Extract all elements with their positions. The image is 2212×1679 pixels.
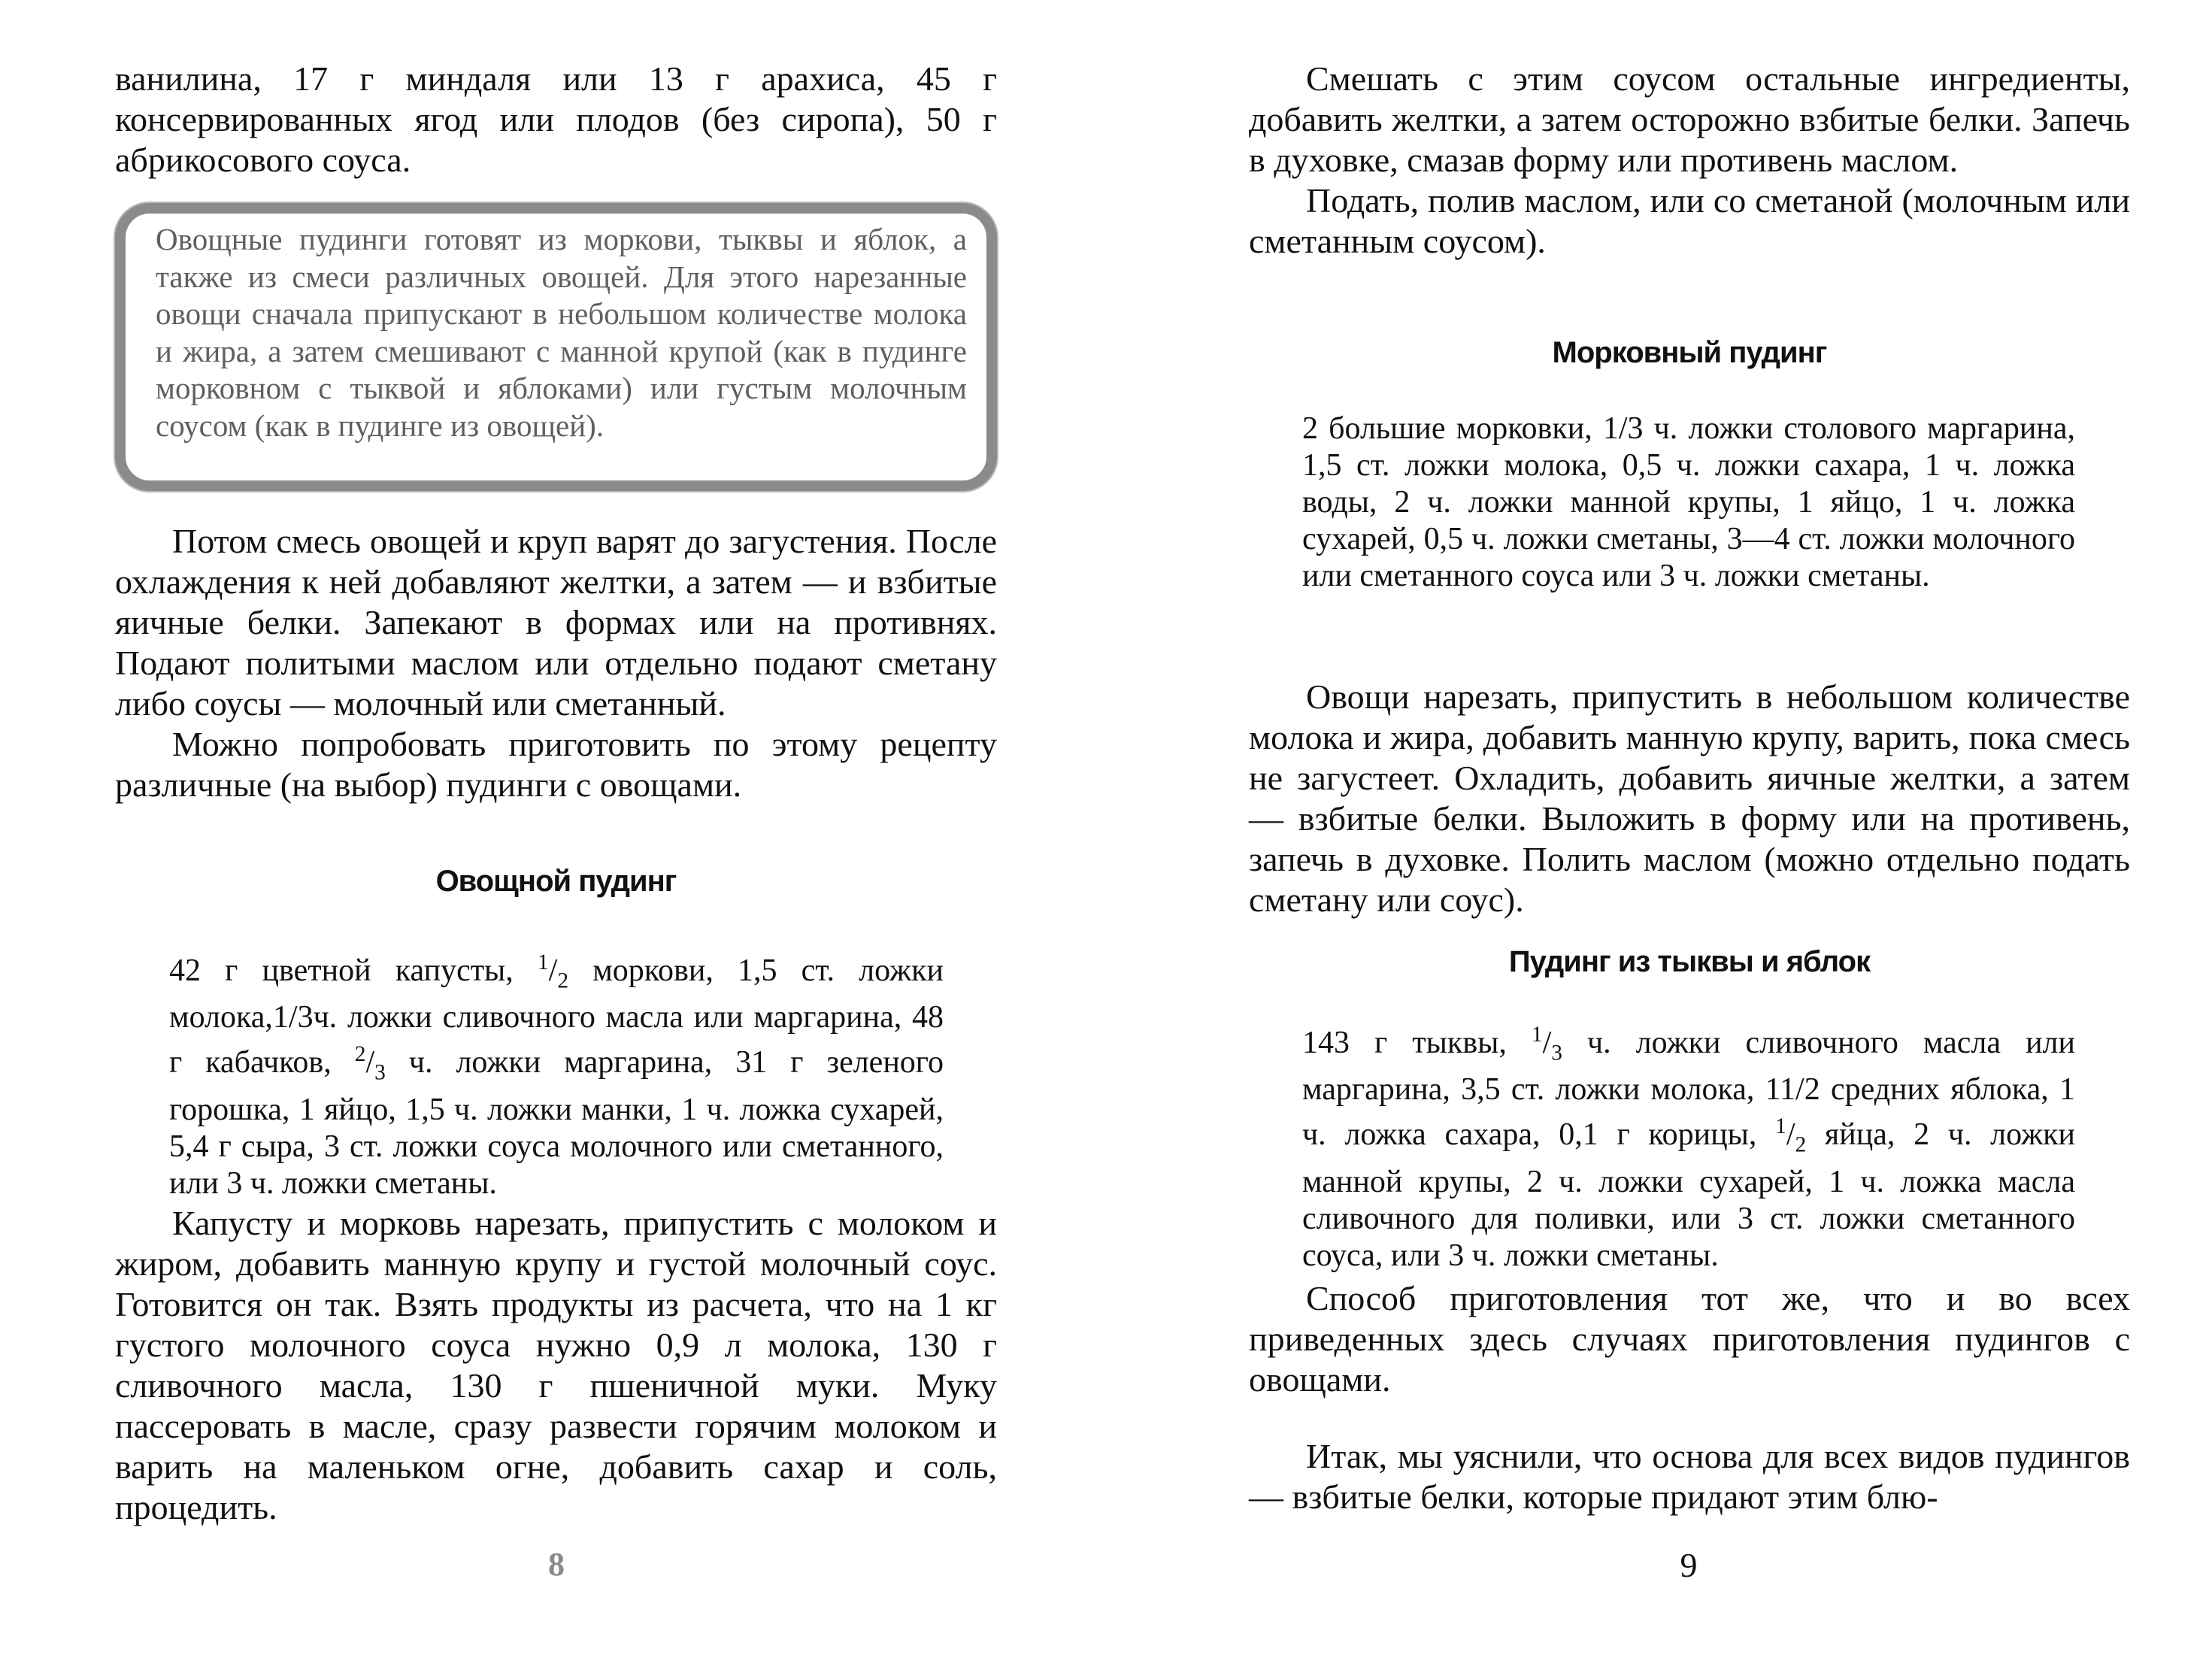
paragraph-1: Смешать с этим соусом остальные ингредиенты, добавить желтки, а затем осторожно взбитые белки. Запечь в духовке, смазав форму или противень маслом. — [1249, 59, 2130, 179]
ingredients-part-2: ч. ложки сливочного масла или маргарина, 3,5 ст. ложки молока, 11/2 средних яблока, 1 ч. ложка сахара, 0,1 г корицы, — [1302, 1026, 2075, 1153]
fraction-1-denominator: 3 — [1551, 1041, 1562, 1065]
ingredients-text — [169, 944, 944, 1202]
note-box — [115, 203, 997, 491]
ingredients-carrot-pudding — [1302, 411, 2075, 595]
left-body — [115, 521, 997, 805]
recipe-title-pumpkin-apple-pudding: Пудинг из тыквы и яблок — [1508, 945, 1871, 978]
ingredients-vegetable-pudding — [169, 944, 944, 1202]
ingredients-pumpkin-apple-pudding — [1302, 1017, 2075, 1274]
paragraph-1: Потом смесь овощей и круп варят до загустения. После охлаждения к ней добавляют желтки, а затем — и взбитые яичные белки. Запекают в формах или на противнях. Подают политыми маслом или отдельно подают сметану либо соусы — молочный или сметанный. — [115, 522, 997, 723]
fraction-1-denominator: 2 — [557, 968, 569, 993]
fraction-1-slash: / — [548, 953, 558, 988]
fraction-2-numerator: 2 — [354, 1042, 366, 1067]
ingredients-text: 2 большие морковки, 1/3 ч. ложки столового маргарина, 1,5 ст. ложки молока, 0,5 ч. ложки сахара, 1 ч. ложка воды, 2 ч. ложки манной крупы, 1 яйцо, 1 ч. ложка сухарей, 0,5 ч. ложки сметаны, 3—4 ст. ложки молочного или сметанного соуса или 3 ч. ложки сметаны. — [1302, 411, 2075, 593]
right-body-top — [1249, 59, 2130, 262]
paragraph-2: Можно попробовать приготовить по этому рецепту различные (на выбор) пудинги с овощами. — [115, 725, 997, 804]
fraction-1-slash: / — [1542, 1026, 1552, 1060]
fraction-2-denominator: 2 — [1795, 1132, 1807, 1157]
method-text: Капусту и морковь нарезать, припустить с молоком и жиром, добавить манную крупу и густой молочный соус. Готовится он так. Взять продукты из расчета, что на 1 кг густого молочного соуса нужно 0,9 л молока, 130 г сливочного масла, 130 г пшеничной муки. Муку пассеровать в масле, сразу развести горячим молоком и варить на маленьком огне, добавить сахар и соль, процедить. — [115, 1204, 997, 1526]
note-box-text: Овощные пудинги готовят из моркови, тыквы и яблок, а также из смеси различных овощей. Для этого нарезанные овощи сначала припускают в небольшом количестве молока и жира, а затем смешивают с манной крупой (как в пудинге морковном с тыквой и яблоками) или густым молочным соусом (как в пудинге из овощей). — [156, 222, 967, 443]
closing-paragraph — [1249, 1436, 2130, 1517]
ingredients-part-2: моркови, 1,5 ст. ложки молока,1/3ч. ложки сливочного масла или маргарина, 48 г кабачков, — [169, 953, 944, 1080]
intro-paragraph — [115, 59, 997, 180]
fraction-2-slash: / — [1786, 1117, 1795, 1153]
fraction-1-numerator: 1 — [1531, 1023, 1543, 1047]
ingredients-part-3: ч. ложки маргарина, 31 г зеленого горошка, 1 яйцо, 1,5 ч. ложки манки, 1 ч. ложка сухарей, 5,4 г сыра, 3 ст. ложки соуса молочного или сметанного, или 3 ч. ложки сметаны. — [169, 1045, 944, 1201]
fraction-2-denominator: 3 — [374, 1060, 386, 1085]
page-number-right: 9 — [1680, 1546, 1698, 1584]
closing-text: Итак, мы уяснили, что основа для всех видов пудингов — взбитые белки, которые придают этим блю- — [1249, 1437, 2130, 1516]
method-carrot-pudding — [1249, 677, 2130, 920]
method-vegetable-pudding — [115, 1203, 997, 1528]
method-text: Способ приготовления тот же, что и во всех приведенных здесь случаях приготовления пудингов с овощами. — [1249, 1279, 2130, 1399]
ingredients-part-1: 42 г цветной капусты, — [169, 953, 538, 988]
right-page — [1106, 0, 2212, 1679]
method-pumpkin-apple-pudding — [1249, 1278, 2130, 1400]
fraction-2-numerator: 1 — [1775, 1114, 1786, 1139]
ingredients-part-1: 143 г тыквы, — [1302, 1026, 1532, 1060]
page-number-left: 8 — [548, 1546, 565, 1583]
fraction-2-slash: / — [365, 1045, 375, 1080]
recipe-title-carrot-pudding: Морковный пудинг — [1552, 336, 1827, 369]
ingredients-part-3: яйца, 2 ч. ложки манной крупы, 2 ч. ложки сухарей, 1 ч. ложка масла сливочного для поливки, или 3 ст. ложки сметанного соуса, или 3 ч. ложки сметаны. — [1302, 1117, 2075, 1273]
paragraph-2: Подать, полив маслом, или со сметаной (молочным или сметанным соусом). — [1249, 181, 2130, 260]
fraction-1-numerator: 1 — [537, 950, 549, 974]
ingredients-text — [1302, 1017, 2075, 1274]
recipe-title-vegetable-pudding: Овощной пудинг — [435, 865, 677, 898]
intro-text: ванилина, 17 г миндаля или 13 г арахиса, 45 г консервированных ягод или плодов (без сиропа), 50 г абрикосового соуса. — [115, 59, 997, 179]
method-text: Овощи нарезать, припустить в небольшом количестве молока и жира, добавить манную крупу, варить, пока смесь не загустеет. Охладить, добавить яичные желтки, а затем — взбитые белки. Выложить в форму или на противень, запечь в духовке. Полить маслом (можно отдельно подать сметану или соус). — [1249, 677, 2130, 919]
